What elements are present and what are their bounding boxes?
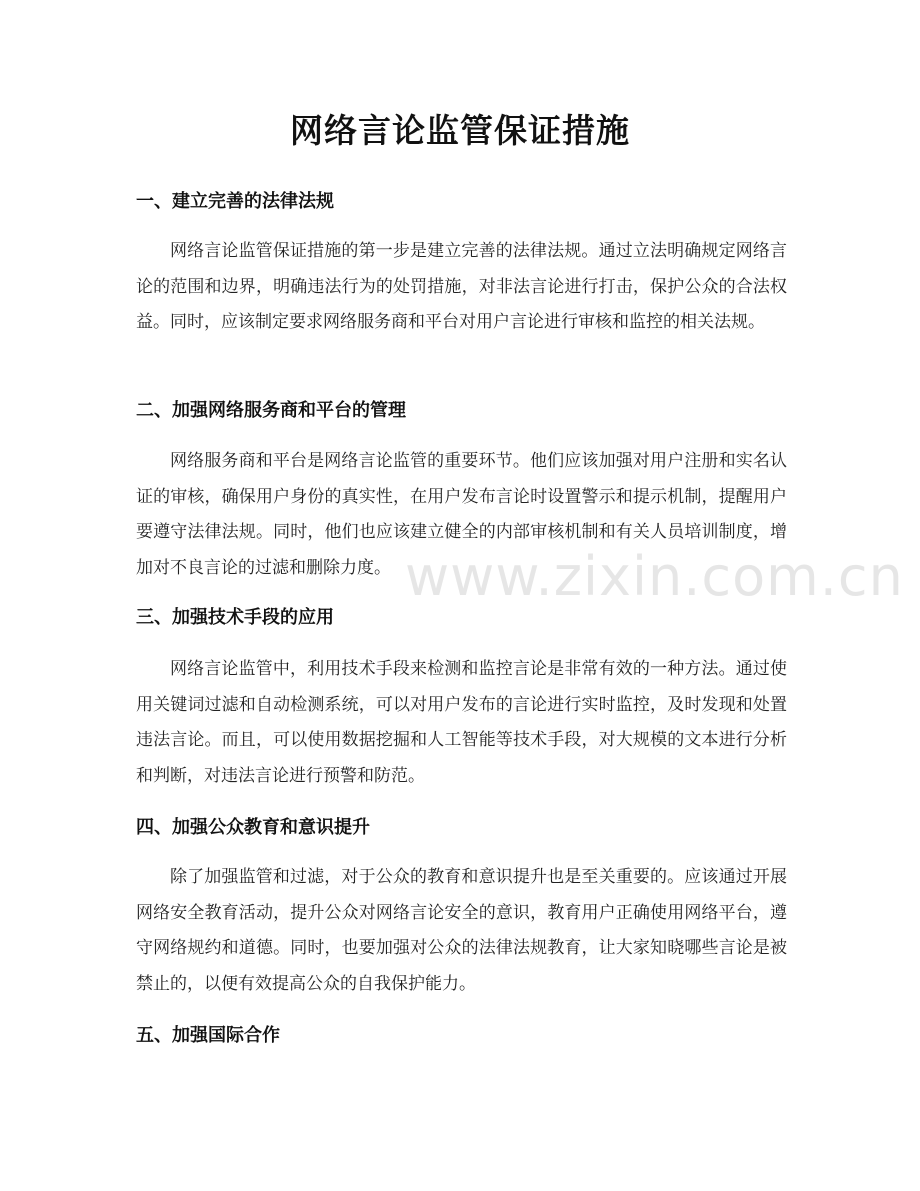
section-heading-5: 五、加强国际合作	[136, 1025, 280, 1046]
section-paragraph-1: 网络言论监管保证措施的第一步是建立完善的法律法规。通过立法明确规定网络言论的范围和边界，明确违法行为的处罚措施，对非法言论进行打击，保护公众的合法权益。同时，应该制定要求网络服务商和平台对用户言论进行审核和监控的相关法规。	[136, 241, 787, 332]
section-heading-3: 三、加强技术手段的应用	[136, 607, 334, 628]
section-heading-4: 四、加强公众教育和意识提升	[136, 817, 370, 838]
document-title: 网络言论监管保证措施	[290, 111, 630, 150]
section-paragraph-4: 除了加强监管和过滤，对于公众的教育和意识提升也是至关重要的。应该通过开展网络安全教育活动，提升公众对网络言论安全的意识，教育用户正确使用网络平台，遵守网络规约和道德。同时，也要加强对公众的法律法规教育，让大家知晓哪些言论是被禁止的，以便有效提高公众的自我保护能力。	[136, 867, 787, 994]
section-heading-2: 二、加强网络服务商和平台的管理	[136, 400, 406, 421]
section-paragraph-2: 网络服务商和平台是网络言论监管的重要环节。他们应该加强对用户注册和实名认证的审核，确保用户身份的真实性，在用户发布言论时设置警示和提示机制，提醒用户要遵守法律法规。同时，他们也应该建立健全的内部审核机制和有关人员培训制度，增加对不良言论的过滤和删除力度。	[136, 451, 787, 578]
section-heading-1: 一、建立完善的法律法规	[136, 191, 334, 212]
section-paragraph-3: 网络言论监管中，利用技术手段来检测和监控言论是非常有效的一种方法。通过使用关键词过滤和自动检测系统，可以对用户发布的言论进行实时监控，及时发现和处置违法言论。而且，可以使用数据挖掘和人工智能等技术手段，对大规模的文本进行分析和判断，对违法言论进行预警和防范。	[136, 659, 787, 786]
watermark-text: www.zixin.com.cn	[405, 545, 904, 608]
